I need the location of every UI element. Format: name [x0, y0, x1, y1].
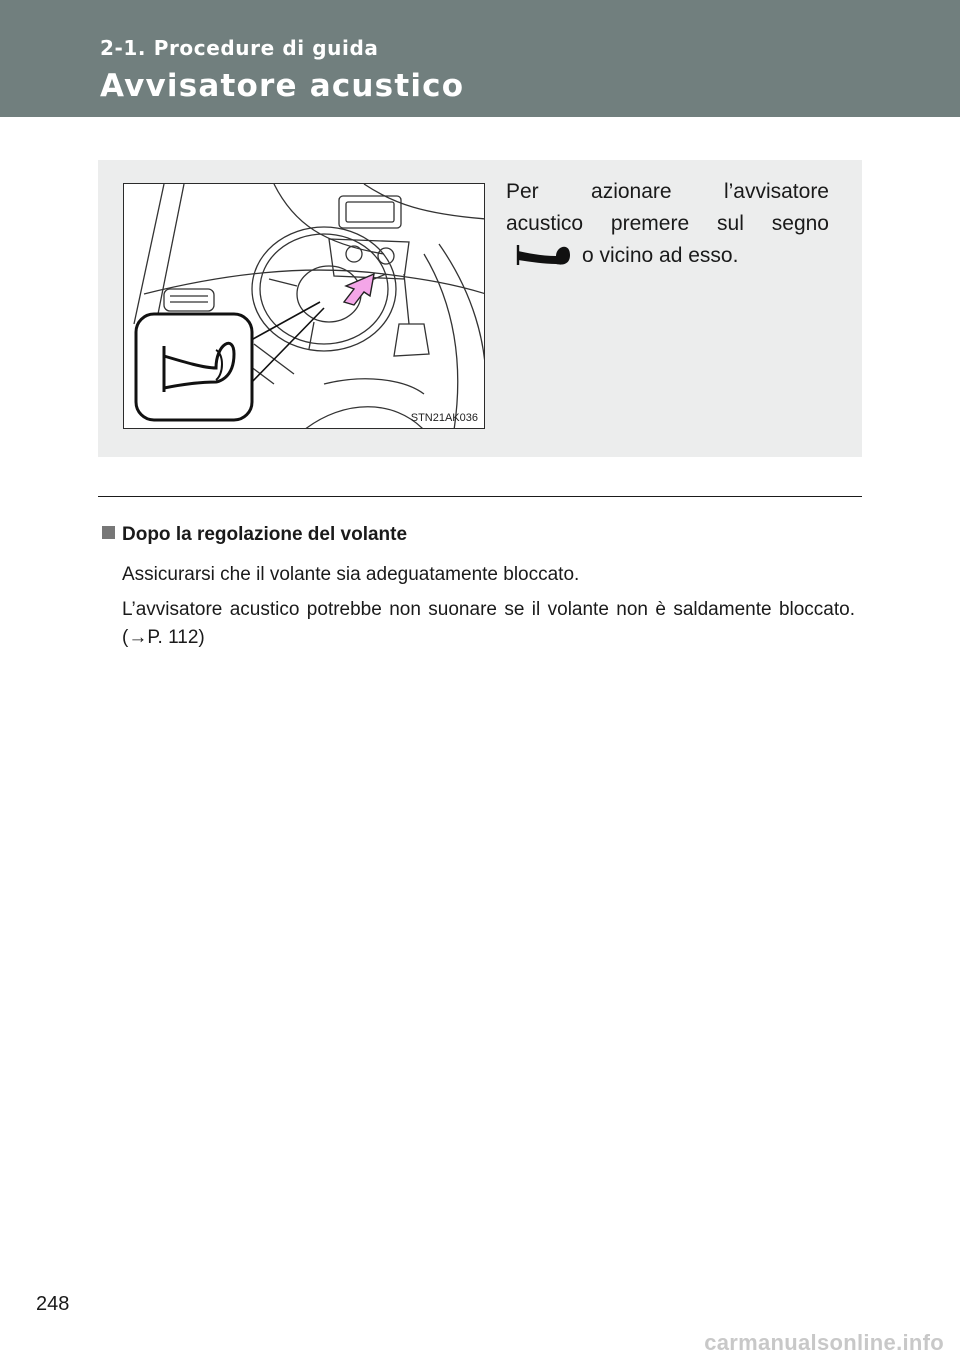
instruction-line-3 [506, 240, 829, 272]
horn-icon [136, 314, 252, 420]
section-divider [98, 496, 862, 497]
steering-wheel-illustration [123, 183, 485, 429]
dashboard-drawing [124, 184, 485, 429]
page-title: Avvisatore acustico [100, 68, 465, 104]
instruction-line-3-text: o vicino ad esso. [582, 244, 739, 267]
instruction-line-2: acustico premere sul segno [506, 212, 829, 235]
section-label: 2-1. Procedure di guida [100, 36, 379, 60]
horn-icon [514, 242, 574, 268]
figure-code: STN21AK036 [410, 412, 478, 424]
instruction-text [506, 176, 829, 272]
press-arrow [344, 274, 374, 305]
instruction-line-1: Per azionare l’avvisatore [506, 180, 829, 203]
bullet-square-icon [102, 526, 115, 539]
watermark: carmanualsonline.info [704, 1330, 944, 1355]
note-heading-text: Dopo la regolazione del volante [122, 524, 408, 545]
chapter-header [0, 0, 960, 117]
page-number: 248 [36, 1293, 70, 1315]
note-paragraph-2: L’avvisatore acustico potrebbe non suonare se il volante non è saldamente bloccato. (→P. 112) [122, 599, 855, 648]
note-paragraph-1: Assicurarsi che il volante sia adeguatamente bloccato. [122, 564, 580, 585]
note-heading [102, 524, 407, 546]
